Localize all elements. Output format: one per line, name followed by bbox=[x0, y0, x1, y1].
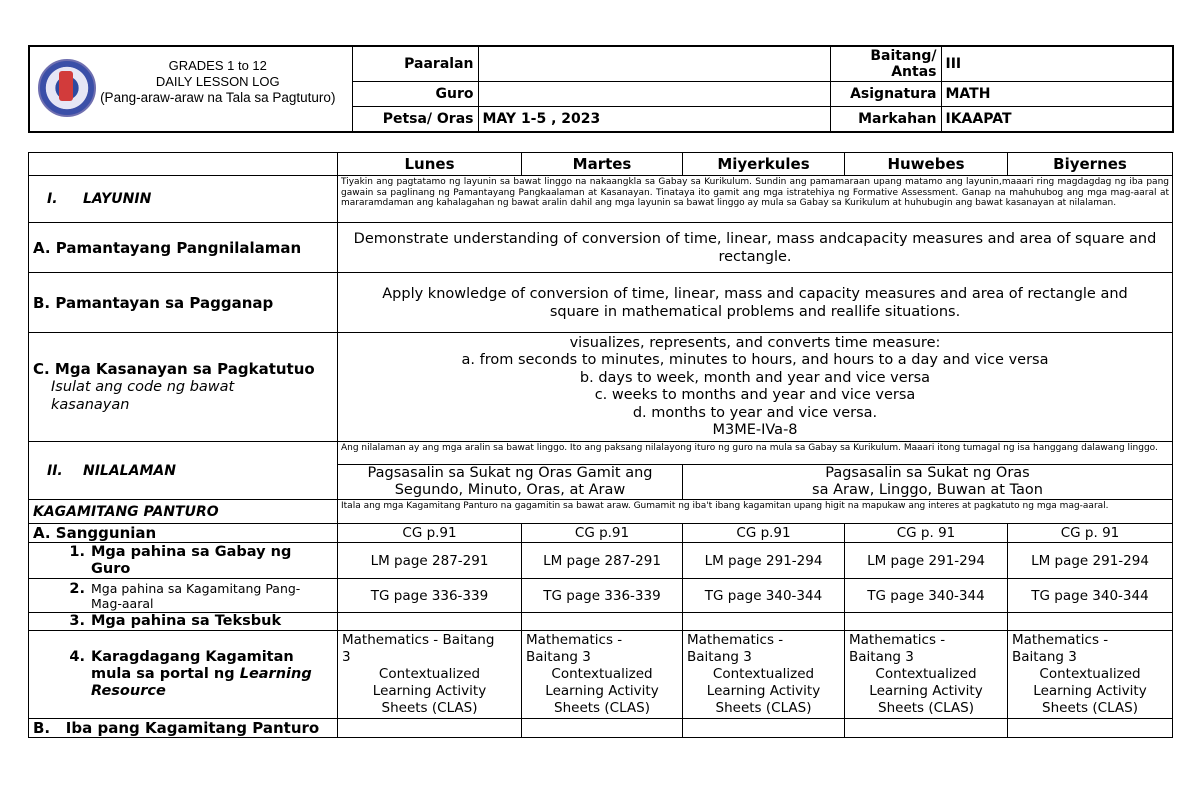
kagamitang-pang-miyerkules: TG page 340-344 bbox=[683, 579, 845, 613]
nilalaman-num: II. bbox=[47, 462, 63, 479]
iba-pang-miyerkules bbox=[683, 719, 845, 738]
pamantayan-pagganap-label: B. Pamantayan sa Pagganap bbox=[29, 273, 338, 333]
corner-cell bbox=[29, 153, 338, 176]
resource-martes-line4: Learning Activity bbox=[545, 683, 659, 699]
resource-huwebes-line2: Baitang 3 bbox=[849, 649, 914, 665]
layunin-label: LAYUNIN bbox=[83, 191, 152, 207]
title-subtitle: (Pang-araw-araw na Tala sa Pagtuturo) bbox=[100, 90, 336, 105]
kagamitan-note: Itala ang mga Kagamitang Panturo na gagamitin sa bawat araw. Gumamit ng iba't ibang kagamitan upang higit na mapukaw ang interes at pagkatuto ng mga mag-aaral. bbox=[338, 500, 1173, 524]
baitang-value: III bbox=[941, 46, 1173, 82]
kagamitang-pang-num: 2. bbox=[69, 580, 85, 597]
gabay-lunes: LM page 287-291 bbox=[338, 543, 522, 579]
karagdagan-label-2: mula sa portal ng bbox=[91, 666, 235, 682]
topic-a bbox=[338, 465, 683, 500]
kasanayan-line-3: c. weeks to months and year and vice versa bbox=[594, 387, 916, 403]
resource-biyernes-line4: Learning Activity bbox=[1033, 683, 1147, 699]
teksbuk-label: Mga pahina sa Teksbuk bbox=[91, 613, 282, 629]
resource-biyernes-line3: Contextualized bbox=[1039, 666, 1141, 682]
header-title-cell bbox=[29, 46, 352, 132]
markahan-label: Markahan bbox=[830, 107, 941, 133]
resource-biyernes-line2: Baitang 3 bbox=[1012, 649, 1077, 665]
kasanayan-code: M3ME-IVa-8 bbox=[712, 422, 798, 438]
asignatura-label: Asignatura bbox=[830, 82, 941, 107]
resource-biyernes-line1: Mathematics - bbox=[1012, 632, 1109, 648]
teksbuk-huwebes bbox=[845, 613, 1008, 631]
kagamitang-pang-huwebes: TG page 340-344 bbox=[845, 579, 1008, 613]
nilalaman-label: NILALAMAN bbox=[83, 462, 176, 479]
sanggunian-label: A. Sanggunian bbox=[29, 524, 338, 543]
iba-pang-huwebes bbox=[845, 719, 1008, 738]
resource-huwebes-line1: Mathematics - bbox=[849, 632, 946, 648]
teksbuk-label-cell bbox=[29, 613, 338, 631]
kagamitang-pang-lunes: TG page 336-339 bbox=[338, 579, 522, 613]
resource-biyernes-line5: Sheets (CLAS) bbox=[1042, 700, 1138, 716]
layunin-heading bbox=[29, 176, 338, 223]
pamantayang-pangnilalaman-text: Demonstrate understanding of conversion of time, linear, mass andcapacity measures and area of square and rectangle. bbox=[338, 223, 1173, 273]
teksbuk-biyernes bbox=[1008, 613, 1173, 631]
baitang-label bbox=[830, 46, 941, 82]
baitang-label-line1: Baitang/ bbox=[870, 48, 937, 64]
kasanayan-line-4: d. months to year and vice versa. bbox=[632, 404, 878, 421]
title-dll: DAILY LESSON LOG bbox=[155, 74, 280, 89]
kasanayan-sublabel-1: Isulat ang code ng bawat bbox=[51, 379, 235, 395]
sanggunian-biyernes: CG p. 91 bbox=[1008, 524, 1173, 543]
resource-martes-line5: Sheets (CLAS) bbox=[554, 700, 650, 716]
asignatura-value: MATH bbox=[941, 82, 1173, 107]
iba-pang-label: B. Iba pang Kagamitang Panturo bbox=[29, 719, 338, 738]
topic-b-line1: Pagsasalin sa Sukat ng Oras bbox=[825, 465, 1030, 481]
resource-biyernes bbox=[1008, 631, 1173, 719]
teksbuk-miyerkules bbox=[683, 613, 845, 631]
paaralan-label: Paaralan bbox=[352, 46, 478, 82]
day-header-miyerkules: Miyerkules bbox=[683, 153, 845, 176]
topic-a-line1: Pagsasalin sa Sukat ng Oras Gamit ang bbox=[367, 465, 653, 481]
kagamitang-pang-label-cell bbox=[29, 579, 338, 613]
pamantayang-pangnilalaman-label: A. Pamantayang Pangnilalaman bbox=[29, 223, 338, 273]
title-grades: GRADES 1 to 12 bbox=[168, 58, 267, 73]
resource-martes-line1: Mathematics - bbox=[526, 632, 623, 648]
resource-lunes-line4: Learning Activity bbox=[372, 683, 487, 699]
resource-lunes-line1: Mathematics - Baitang bbox=[342, 632, 495, 648]
nilalaman-note: Ang nilalaman ay ang mga aralin sa bawat linggo. Ito ang paksang nilalayong ituro ng guro na mula sa Gabay sa Kurikulum. Maaari itong tumagal ng isa hanggang dalawang linggo. bbox=[338, 442, 1173, 465]
paaralan-value bbox=[478, 46, 830, 82]
day-header-huwebes: Huwebes bbox=[845, 153, 1008, 176]
kasanayan-line-1: a. from seconds to minutes, minutes to hours, and hours to a day and vice versa bbox=[461, 352, 1049, 368]
petsa-label: Petsa/ Oras bbox=[352, 107, 478, 133]
kasanayan-label: C. Mga Kasanayan sa Pagkatutuo bbox=[33, 360, 315, 378]
lesson-log-table bbox=[28, 152, 1173, 738]
resource-martes-line2: Baitang 3 bbox=[526, 649, 591, 665]
baitang-label-line2: Antas bbox=[891, 64, 937, 80]
resource-martes-line3: Contextualized bbox=[551, 666, 653, 682]
day-header-martes: Martes bbox=[522, 153, 683, 176]
guro-value bbox=[478, 82, 830, 107]
resource-miyerkules-line1: Mathematics - bbox=[687, 632, 784, 648]
teksbuk-martes bbox=[522, 613, 683, 631]
resource-lunes-line3: Contextualized bbox=[378, 666, 481, 682]
resource-miyerkules-line4: Learning Activity bbox=[706, 683, 821, 699]
resource-miyerkules-line3: Contextualized bbox=[712, 666, 815, 682]
header-table bbox=[28, 45, 1174, 133]
guro-label: Guro bbox=[352, 82, 478, 107]
kasanayan-line-0: visualizes, represents, and converts time measure: bbox=[569, 334, 941, 351]
sanggunian-huwebes: CG p. 91 bbox=[845, 524, 1008, 543]
resource-miyerkules bbox=[683, 631, 845, 719]
gabay-num: 1. bbox=[69, 543, 85, 560]
gabay-martes: LM page 287-291 bbox=[522, 543, 683, 579]
topic-b bbox=[683, 465, 1173, 500]
kasanayan-text bbox=[338, 333, 1173, 442]
gabay-label-1: Mga pahina sa Gabay ng bbox=[91, 543, 292, 560]
teksbuk-num: 3. bbox=[69, 613, 85, 629]
sanggunian-miyerkules: CG p.91 bbox=[683, 524, 845, 543]
gabay-huwebes: LM page 291-294 bbox=[845, 543, 1008, 579]
karagdagan-num: 4. bbox=[69, 649, 85, 665]
resource-lunes-line5: Sheets (CLAS) bbox=[381, 700, 478, 716]
resource-huwebes-line4: Learning Activity bbox=[869, 683, 983, 699]
sanggunian-lunes: CG p.91 bbox=[338, 524, 522, 543]
resource-huwebes-line3: Contextualized bbox=[875, 666, 977, 682]
iba-pang-martes bbox=[522, 719, 683, 738]
resource-lunes-line2: 3 bbox=[342, 649, 351, 665]
nilalaman-heading bbox=[29, 442, 338, 500]
karagdagan-label-cell bbox=[29, 631, 338, 719]
sanggunian-martes: CG p.91 bbox=[522, 524, 683, 543]
karagdagan-label-4: Resource bbox=[91, 683, 166, 699]
resource-miyerkules-line5: Sheets (CLAS) bbox=[715, 700, 812, 716]
kagamitang-pang-martes: TG page 336-339 bbox=[522, 579, 683, 613]
kagamitang-pang-label-1: Mga pahina sa Kagamitang Pang- bbox=[91, 580, 301, 596]
resource-huwebes-line5: Sheets (CLAS) bbox=[878, 700, 974, 716]
iba-pang-biyernes bbox=[1008, 719, 1173, 738]
kasanayan-sublabel-2: kasanayan bbox=[51, 397, 130, 413]
kasanayan-label-cell bbox=[29, 333, 338, 442]
gabay-label-cell bbox=[29, 543, 338, 579]
resource-miyerkules-line2: Baitang 3 bbox=[687, 649, 752, 665]
resource-huwebes bbox=[845, 631, 1008, 719]
iba-pang-lunes bbox=[338, 719, 522, 738]
karagdagan-label-1: Karagdagang Kagamitan bbox=[91, 649, 294, 665]
day-header-lunes: Lunes bbox=[338, 153, 522, 176]
gabay-label-2: Guro bbox=[91, 560, 131, 577]
markahan-value: IKAAPAT bbox=[941, 107, 1173, 133]
topic-b-line2: sa Araw, Linggo, Buwan at Taon bbox=[812, 482, 1043, 498]
pamantayan-pagganap-text: Apply knowledge of conversion of time, linear, mass and capacity measures and area of rectangle and square in mathematical problems and reallife situations. bbox=[338, 273, 1173, 333]
resource-lunes bbox=[338, 631, 522, 719]
kagamitan-heading: KAGAMITANG PANTURO bbox=[29, 500, 338, 524]
gabay-miyerkules: LM page 291-294 bbox=[683, 543, 845, 579]
kagamitang-pang-biyernes: TG page 340-344 bbox=[1008, 579, 1173, 613]
karagdagan-label-3: Learning bbox=[239, 666, 312, 682]
day-header-biyernes: Biyernes bbox=[1008, 153, 1173, 176]
topic-a-line2: Segundo, Minuto, Oras, at Araw bbox=[394, 482, 626, 498]
teksbuk-lunes bbox=[338, 613, 522, 631]
layunin-num: I. bbox=[47, 191, 58, 207]
kagamitang-pang-label-2: Mag-aaral bbox=[91, 595, 154, 611]
resource-martes bbox=[522, 631, 683, 719]
gabay-biyernes: LM page 291-294 bbox=[1008, 543, 1173, 579]
kasanayan-line-2: b. days to week, month and year and vice versa bbox=[579, 369, 931, 386]
petsa-value: MAY 1-5 , 2023 bbox=[478, 107, 830, 133]
layunin-note: Tiyakin ang pagtatamo ng layunin sa bawat linggo na nakaangkla sa Gabay sa Kurikulum. Sundin ang pamamaraan upang matamo ang layunin,maaari ring magdagdag ng iba pang gawain sa paglinang ng Pamantayang Pangkaalaman at Kasanayan. Tinataya ito gamit ang mga istratehiya ng Formative Assessment. Ganap na mahuhubog ang mga mag-aaral at mararamdaman ang kahalagahan ng bawat aralin dahil ang mga layunin sa bawat linggo ay mula sa Gabay sa Kurikulum at huhubugin ang bawat kasanayan at nilalaman. bbox=[338, 176, 1173, 223]
